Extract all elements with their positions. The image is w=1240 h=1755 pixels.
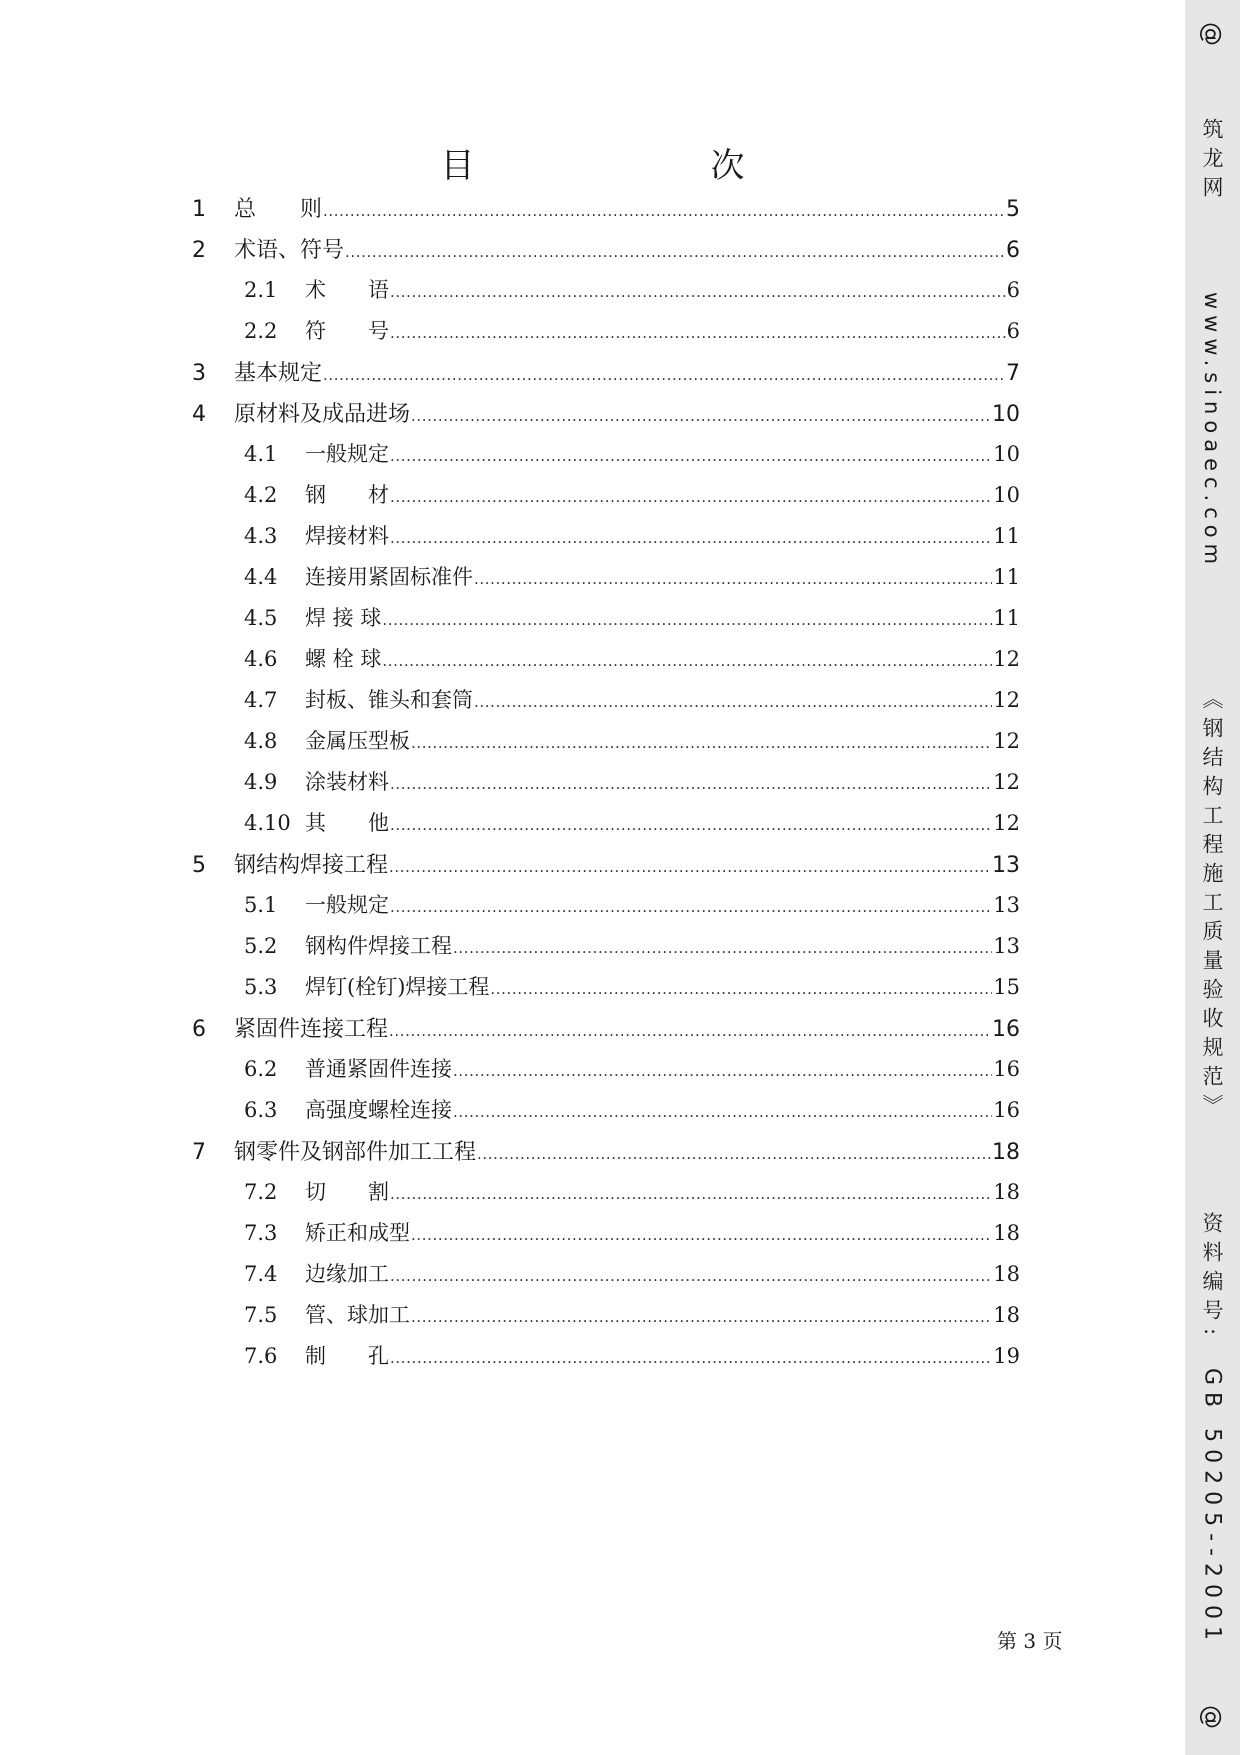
toc-entry-number: 4.8 — [244, 729, 278, 753]
toc-entry-title: 连接用紧固标准件 — [305, 565, 473, 589]
toc-entry-number: 5.1 — [244, 893, 278, 917]
toc-entry-title: 矫正和成型 — [305, 1221, 410, 1245]
toc-dot-leader — [411, 734, 992, 752]
toc-entry-title: 钢 材 — [305, 483, 389, 507]
toc-entry-number: 4.1 — [244, 442, 278, 466]
toc-section-row — [244, 438, 1020, 468]
toc-entry-page: 7 — [1006, 361, 1020, 386]
toc-dot-leader — [382, 652, 992, 670]
toc-entry-title: 总 则 — [234, 197, 323, 222]
toc-section-row — [244, 971, 1020, 1001]
toc-entry-page: 10 — [992, 402, 1020, 427]
toc-entry-title: 一般规定 — [305, 893, 389, 917]
toc-dot-leader — [345, 243, 1005, 261]
toc-entry-title: 金属压型板 — [305, 729, 410, 753]
toc-entry-title: 一般规定 — [305, 442, 389, 466]
toc-section-row — [244, 684, 1020, 714]
toc-entry-title: 其 他 — [305, 811, 389, 835]
toc-entry-page: 11 — [993, 606, 1020, 630]
toc-entry-page: 16 — [993, 1057, 1020, 1081]
toc-entry-page: 18 — [992, 1140, 1020, 1165]
toc-entry-page: 12 — [993, 647, 1020, 671]
toc-entry-title: 原材料及成品进场 — [234, 402, 411, 427]
toc-entry-number: 7.6 — [244, 1344, 278, 1368]
sidebar-standard-code: GB 50205--2001 — [1199, 1368, 1225, 1647]
toc-entry-page: 19 — [993, 1344, 1020, 1368]
toc-dot-leader — [390, 488, 992, 506]
toc-dot-leader — [490, 980, 992, 998]
toc-dot-leader — [477, 1145, 991, 1163]
toc-section-row — [244, 1053, 1020, 1083]
toc-entry-page: 5 — [1006, 197, 1020, 222]
toc-entry-title: 封板、锥头和套筒 — [305, 688, 473, 712]
toc-entry-title: 边缘加工 — [305, 1262, 389, 1286]
toc-dot-leader — [382, 611, 992, 629]
toc-entry-title: 基本规定 — [234, 361, 323, 386]
toc-section-row — [244, 1176, 1020, 1206]
toc-entry-page: 12 — [993, 729, 1020, 753]
toc-entry-title: 符 号 — [305, 319, 389, 343]
toc-entry-page: 16 — [992, 1017, 1020, 1042]
toc-chapter-row — [192, 1012, 1020, 1042]
toc-entry-page: 13 — [993, 934, 1020, 958]
toc-entry-title: 钢构件焊接工程 — [305, 934, 452, 958]
toc-section-row — [244, 274, 1020, 304]
toc-entry-number: 5 — [192, 853, 206, 878]
page-number: 第 3 页 — [997, 1629, 1063, 1653]
toc-section-row — [244, 561, 1020, 591]
toc-dot-leader — [453, 1103, 992, 1121]
toc-dot-leader — [390, 775, 992, 793]
toc-dot-leader — [389, 858, 991, 876]
toc-entry-number: 4.10 — [244, 811, 291, 835]
toc-title: 目 次 — [440, 146, 801, 186]
toc-entry-number: 6.3 — [244, 1098, 278, 1122]
toc-section-row — [244, 1340, 1020, 1370]
toc-entry-page: 11 — [993, 565, 1020, 589]
toc-entry-page: 13 — [992, 853, 1020, 878]
sidebar-at-bottom: @ — [1198, 1705, 1226, 1729]
toc-dot-leader — [390, 1267, 992, 1285]
toc-entry-title: 涂装材料 — [305, 770, 389, 794]
toc-entry-number: 4.6 — [244, 647, 278, 671]
toc-entry-number: 4.3 — [244, 524, 278, 548]
sidebar-url: www.sinoaec.com — [1200, 292, 1224, 571]
toc-dot-leader — [323, 202, 1005, 220]
toc-chapter-row — [192, 233, 1020, 263]
toc-entry-page: 6 — [1006, 319, 1020, 343]
toc-entry-title: 普通紧固件连接 — [305, 1057, 452, 1081]
toc-entry-page: 15 — [993, 975, 1020, 999]
toc-chapter-row — [192, 848, 1020, 878]
toc-entry-title: 焊接材料 — [305, 524, 389, 548]
toc-section-row — [244, 520, 1020, 550]
sidebar-document-title: 《钢结构工程施工质量验收规范》 — [1200, 688, 1224, 1123]
toc-section-row — [244, 643, 1020, 673]
toc-entry-title: 制 孔 — [305, 1344, 389, 1368]
toc-entry-number: 4.2 — [244, 483, 278, 507]
toc-dot-leader — [411, 1226, 992, 1244]
toc-entry-page: 10 — [993, 483, 1020, 507]
toc-entry-number: 7.3 — [244, 1221, 278, 1245]
toc-entry-number: 6.2 — [244, 1057, 278, 1081]
toc-chapter-row — [192, 356, 1020, 386]
toc-entry-number: 2.1 — [244, 278, 278, 302]
toc-entry-number: 7.2 — [244, 1180, 278, 1204]
toc-dot-leader — [390, 1349, 992, 1367]
toc-entry-number: 4 — [192, 402, 206, 427]
toc-entry-title: 焊钉(栓钉)焊接工程 — [305, 975, 490, 999]
toc-entry-page: 12 — [993, 811, 1020, 835]
toc-entry-page: 6 — [1006, 278, 1020, 302]
toc-entry-page: 18 — [993, 1303, 1020, 1327]
toc-section-row — [244, 1299, 1020, 1329]
toc-entry-number: 5.3 — [244, 975, 278, 999]
toc-section-row — [244, 1258, 1020, 1288]
toc-entry-title: 焊 接 球 — [305, 606, 382, 630]
toc-section-row — [244, 930, 1020, 960]
toc-entry-page: 16 — [993, 1098, 1020, 1122]
toc-dot-leader — [474, 570, 992, 588]
toc-section-row — [244, 725, 1020, 755]
toc-section-row — [244, 315, 1020, 345]
toc-entry-page: 11 — [993, 524, 1020, 548]
sidebar-brand: 筑龙网 — [1200, 118, 1224, 205]
toc-section-row — [244, 807, 1020, 837]
toc-entry-page: 6 — [1006, 238, 1020, 263]
toc-entry-number: 3 — [192, 361, 206, 386]
toc-entry-page: 13 — [993, 893, 1020, 917]
toc-entry-title: 紧固件连接工程 — [234, 1017, 389, 1042]
toc-dot-leader — [390, 1185, 992, 1203]
toc-dot-leader — [390, 447, 992, 465]
toc-entry-title: 高强度螺栓连接 — [305, 1098, 452, 1122]
toc-entry-page: 12 — [993, 688, 1020, 712]
toc-entry-title: 螺 栓 球 — [305, 647, 382, 671]
toc-entry-number: 2 — [192, 238, 206, 263]
toc-dot-leader — [474, 693, 992, 711]
toc-entry-title: 钢零件及钢部件加工工程 — [234, 1140, 477, 1165]
toc-entry-page: 18 — [993, 1180, 1020, 1204]
toc-dot-leader — [411, 1308, 992, 1326]
toc-dot-leader — [411, 407, 991, 425]
toc-dot-leader — [453, 939, 992, 957]
toc-entry-title: 切 割 — [305, 1180, 389, 1204]
toc-entry-number: 4.9 — [244, 770, 278, 794]
toc-entry-title: 术 语 — [305, 278, 389, 302]
toc-section-row — [244, 602, 1020, 632]
toc-dot-leader — [390, 898, 992, 916]
toc-entry-number: 4.4 — [244, 565, 278, 589]
toc-dot-leader — [389, 1022, 991, 1040]
toc-dot-leader — [390, 816, 992, 834]
toc-section-row — [244, 1094, 1020, 1124]
toc-entry-number: 4.7 — [244, 688, 278, 712]
toc-entry-number: 6 — [192, 1017, 206, 1042]
toc-entry-title: 钢结构焊接工程 — [234, 853, 389, 878]
toc-entry-page: 12 — [993, 770, 1020, 794]
toc-entry-number: 4.5 — [244, 606, 278, 630]
toc-dot-leader — [453, 1062, 992, 1080]
toc-entry-title: 管、球加工 — [305, 1303, 410, 1327]
toc-dot-leader — [390, 283, 1006, 301]
toc-entry-number: 7.4 — [244, 1262, 278, 1286]
toc-entry-number: 5.2 — [244, 934, 278, 958]
toc-entry-page: 18 — [993, 1221, 1020, 1245]
toc-entry-number: 7.5 — [244, 1303, 278, 1327]
toc-section-row — [244, 766, 1020, 796]
sidebar-code-label: 资料编号: — [1200, 1212, 1224, 1344]
toc-entry-number: 7 — [192, 1140, 206, 1165]
toc-section-row — [244, 479, 1020, 509]
toc-dot-leader — [390, 529, 992, 547]
toc-entry-page: 10 — [993, 442, 1020, 466]
toc-entry-title: 术语、符号 — [234, 238, 345, 263]
sidebar-at-top: @ — [1198, 22, 1226, 46]
toc-chapter-row — [192, 192, 1020, 222]
toc-dot-leader — [323, 366, 1005, 384]
toc-entry-number: 2.2 — [244, 319, 278, 343]
toc-section-row — [244, 1217, 1020, 1247]
toc-entry-page: 18 — [993, 1262, 1020, 1286]
toc-entry-number: 1 — [192, 197, 206, 222]
toc-section-row — [244, 889, 1020, 919]
toc-chapter-row — [192, 1135, 1020, 1165]
toc-dot-leader — [390, 324, 1006, 342]
toc-chapter-row — [192, 397, 1020, 427]
